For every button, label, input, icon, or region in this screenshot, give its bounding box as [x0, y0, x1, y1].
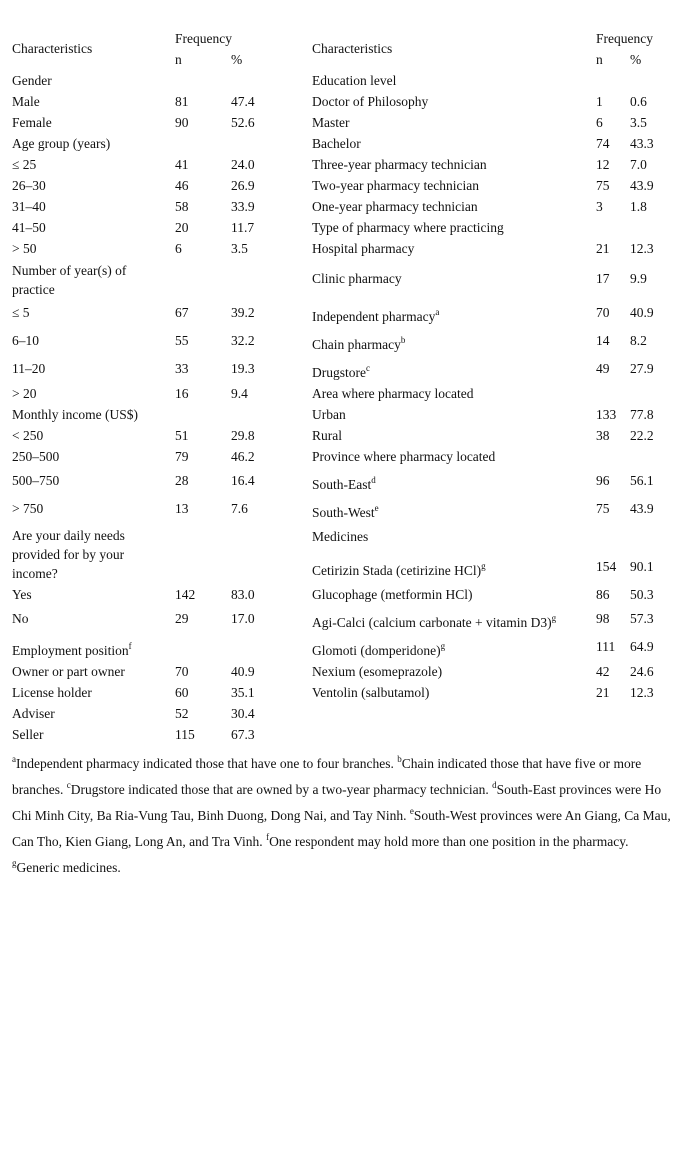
left-row-label: 500–750 — [12, 473, 60, 488]
left-row-n: 58 — [175, 199, 189, 214]
left-row-pct: 83.0 — [231, 587, 255, 602]
left-row-label: No — [12, 611, 29, 626]
right-row-n: 38 — [596, 428, 610, 443]
footnote-mark: a — [12, 753, 16, 764]
left-row-n: 70 — [175, 664, 189, 679]
footnote-text: South-West provinces were An Giang, Ca Mau, Can Tho, Kien Giang, Long An, and Tra Vinh. — [12, 808, 671, 849]
right-row-label: Master — [312, 115, 350, 130]
left-row-n: 6 — [175, 241, 182, 256]
left-row-label: 11–20 — [12, 361, 46, 376]
footnote-mark: d — [492, 779, 497, 790]
left-row-label: Yes — [12, 587, 32, 602]
right-row-pct: 50.3 — [630, 587, 654, 602]
footnote-mark: b — [400, 334, 406, 345]
left-row-pct: 3.5 — [231, 241, 248, 256]
right-row-label: Urban — [312, 407, 346, 422]
right-row-pct: 22.2 — [630, 428, 654, 443]
left-row-label: ≤ 25 — [12, 157, 37, 172]
right-row-pct: 43.3 — [630, 136, 654, 151]
footnote-mark: g — [12, 857, 17, 868]
left-row-pct: 32.2 — [231, 333, 255, 348]
left-row-label: Monthly income (US$) — [12, 407, 138, 422]
left-row-n: 79 — [175, 449, 189, 464]
right-row-label: Glucophage (metformin HCl) — [312, 587, 473, 602]
left-row-label: > 50 — [12, 241, 37, 256]
footnote-mark: c — [66, 779, 71, 790]
right-row-label: Two-year pharmacy technician — [312, 178, 479, 193]
right-row-pct: 12.3 — [630, 241, 654, 256]
footnote-mark: c — [366, 362, 370, 373]
left-n-header: n — [175, 52, 182, 67]
right-row-n: 70 — [596, 305, 610, 320]
right-row-pct: 90.1 — [630, 559, 654, 574]
right-row-label: Agi-Calci (calcium carbonate + vitamin D3)$^g$ — [312, 612, 557, 630]
right-row-pct: 24.6 — [630, 664, 654, 679]
left-row-n: 67 — [175, 305, 189, 320]
footnote-mark: g — [440, 640, 446, 651]
left-row-pct: 52.6 — [231, 115, 255, 130]
right-row-label: Three-year pharmacy technician — [312, 157, 487, 172]
footnote-text: Generic medicines. — [16, 860, 121, 875]
left-row-label: 26–30 — [12, 178, 46, 193]
left-row-label: Owner or part owner — [12, 664, 125, 679]
left-row-label: Are your daily needs provided for by your income? — [12, 528, 125, 581]
right-row-pct: 56.1 — [630, 473, 654, 488]
footnote-mark: b — [397, 753, 402, 764]
right-row-n: 98 — [596, 611, 610, 626]
footnote-mark: d — [371, 474, 376, 485]
right-row-pct: 0.6 — [630, 94, 647, 109]
footnote-mark: g — [551, 612, 557, 623]
footnote-text: South-East provinces were Ho Chi Minh City, Ba Ria-Vung Tau, Binh Duong, Dong Nai, and Tay Ninh. — [12, 782, 662, 823]
right-row-label: Hospital pharmacy — [312, 241, 415, 256]
right-row-n: 17 — [596, 271, 610, 286]
right-pct-header: % — [630, 52, 642, 67]
left-row-pct: 24.0 — [231, 157, 255, 172]
left-row-pct: 47.4 — [231, 94, 255, 109]
footnotes — [12, 751, 677, 881]
left-row-n: 51 — [175, 428, 189, 443]
right-frequency-header: Frequency — [596, 31, 653, 46]
right-row-pct: 1.8 — [630, 199, 647, 214]
right-row-label: Area where pharmacy located — [312, 386, 474, 401]
right-row-n: 75 — [596, 501, 610, 516]
right-row-label: Independent pharmacy$^a$ — [312, 306, 440, 324]
right-row-label: Education level — [312, 73, 397, 88]
footnote-text: Drugstore indicated those that are owned by a two-year pharmacy technician. — [70, 782, 493, 797]
right-row-pct: 8.2 — [630, 333, 647, 348]
right-row-pct: 40.9 — [630, 305, 654, 320]
right-row-pct: 3.5 — [630, 115, 647, 130]
right-row-label: Clinic pharmacy — [312, 271, 402, 286]
footnote-mark: f — [128, 640, 132, 651]
left-row-pct: 39.2 — [231, 305, 255, 320]
left-row-pct: 30.4 — [231, 706, 255, 721]
left-row-n: 41 — [175, 157, 189, 172]
left-frequency-header: Frequency — [175, 31, 232, 46]
right-row-pct: 12.3 — [630, 685, 654, 700]
right-row-n: 86 — [596, 587, 610, 602]
left-row-pct: 67.3 — [231, 727, 255, 742]
left-row-n: 142 — [175, 587, 196, 602]
left-row-label: Male — [12, 94, 40, 109]
left-row-pct: 7.6 — [231, 501, 248, 516]
left-row-label: > 20 — [12, 386, 37, 401]
left-row-pct: 46.2 — [231, 449, 255, 464]
left-row-n: 115 — [175, 727, 195, 742]
right-row-pct: 77.8 — [630, 407, 654, 422]
right-row-n: 49 — [596, 361, 610, 376]
left-row-pct: 17.0 — [231, 611, 255, 626]
right-row-label: Drugstore$^c$ — [312, 362, 370, 380]
left-row-label: Seller — [12, 727, 44, 742]
right-row-n: 12 — [596, 157, 610, 172]
right-row-pct: 27.9 — [630, 361, 654, 376]
right-row-n: 111 — [596, 639, 616, 654]
right-characteristics-header: Characteristics — [312, 41, 393, 56]
right-row-label: Province where pharmacy located — [312, 449, 496, 464]
left-row-label: 250–500 — [12, 449, 60, 464]
right-row-label: Chain pharmacy$^b$ — [312, 334, 406, 352]
left-row-n: 81 — [175, 94, 189, 109]
right-n-header: n — [596, 52, 603, 67]
left-row-label: 41–50 — [12, 220, 46, 235]
left-row-label: > 750 — [12, 501, 44, 516]
footnote-text: One respondent may hold more than one position in the pharmacy. — [269, 834, 629, 849]
left-row-label: Age group (years) — [12, 136, 111, 151]
footnote-text: Independent pharmacy indicated those that have one to four branches. — [16, 756, 398, 771]
right-row-n: 75 — [596, 178, 610, 193]
left-row-n: 52 — [175, 706, 189, 721]
left-row-n: 29 — [175, 611, 189, 626]
left-row-pct: 29.8 — [231, 428, 255, 443]
left-row-pct: 11.7 — [231, 220, 255, 235]
left-row-n: 60 — [175, 685, 189, 700]
left-row-n: 28 — [175, 473, 189, 488]
left-row-label: 31–40 — [12, 199, 46, 214]
left-row-n: 90 — [175, 115, 189, 130]
left-row-label: License holder — [12, 685, 92, 700]
left-row-label: ≤ 5 — [12, 305, 30, 320]
left-row-label: Number of year(s) of practice — [12, 263, 127, 297]
right-row-label: Nexium (esomeprazole) — [312, 664, 443, 679]
right-row-pct: 9.9 — [630, 271, 647, 286]
right-row-label: Type of pharmacy where practicing — [312, 220, 504, 235]
left-row-n: 55 — [175, 333, 189, 348]
footnote-mark: e — [409, 805, 414, 816]
footnote-mark: g — [481, 560, 486, 571]
left-row-label: Employment position$^f$ — [12, 640, 132, 658]
right-row-n: 74 — [596, 136, 610, 151]
left-row-pct: 9.4 — [231, 386, 248, 401]
right-row-n: 133 — [596, 407, 617, 422]
right-row-pct: 57.3 — [630, 611, 654, 626]
left-row-pct: 16.4 — [231, 473, 255, 488]
right-row-label: Bachelor — [312, 136, 361, 151]
right-row-pct: 43.9 — [630, 178, 654, 193]
footnote-mark: e — [374, 502, 379, 513]
footnote-mark: a — [435, 306, 440, 317]
footnote-mark: f — [266, 831, 270, 842]
right-row-n: 6 — [596, 115, 603, 130]
right-row-n: 1 — [596, 94, 603, 109]
left-row-n: 16 — [175, 386, 189, 401]
left-row-label: 6–10 — [12, 333, 39, 348]
right-row-n: 21 — [596, 685, 610, 700]
left-row-n: 20 — [175, 220, 189, 235]
right-row-n: 154 — [596, 559, 617, 574]
right-row-pct: 43.9 — [630, 501, 654, 516]
left-characteristics-header: Characteristics — [12, 41, 93, 56]
right-row-label: Medicines — [312, 529, 369, 544]
left-row-label: Adviser — [12, 706, 55, 721]
left-row-pct: 33.9 — [231, 199, 255, 214]
left-row-n: 13 — [175, 501, 189, 516]
left-row-label: < 250 — [12, 428, 44, 443]
right-row-n: 42 — [596, 664, 610, 679]
right-row-label: South-East$^d$ — [312, 474, 376, 492]
left-pct-header: % — [231, 52, 243, 67]
right-row-pct: 7.0 — [630, 157, 647, 172]
right-row-label: Doctor of Philosophy — [312, 94, 429, 109]
left-row-label: Female — [12, 115, 52, 130]
left-row-n: 46 — [175, 178, 189, 193]
right-row-label: South-West$^e$ — [312, 502, 379, 520]
right-row-label: One-year pharmacy technician — [312, 199, 478, 214]
right-row-label: Rural — [312, 428, 342, 443]
left-row-pct: 26.9 — [231, 178, 255, 193]
left-row-pct: 19.3 — [231, 361, 255, 376]
right-row-n: 21 — [596, 241, 610, 256]
right-row-label: Ventolin (salbutamol) — [312, 685, 430, 700]
right-row-n: 3 — [596, 199, 603, 214]
right-row-pct: 64.9 — [630, 639, 654, 654]
right-row-label: Glomoti (domperidone)$^g$ — [312, 640, 446, 658]
right-row-n: 14 — [596, 333, 610, 348]
right-row-n: 96 — [596, 473, 610, 488]
footnote-text: Chain indicated those that have five or more branches. — [12, 756, 642, 797]
left-row-pct: 40.9 — [231, 664, 255, 679]
left-row-pct: 35.1 — [231, 685, 255, 700]
right-row-label: Cetirizin Stada (cetirizine HCl)$^g$ — [312, 560, 486, 578]
left-row-label: Gender — [12, 73, 52, 88]
left-row-n: 33 — [175, 361, 189, 376]
